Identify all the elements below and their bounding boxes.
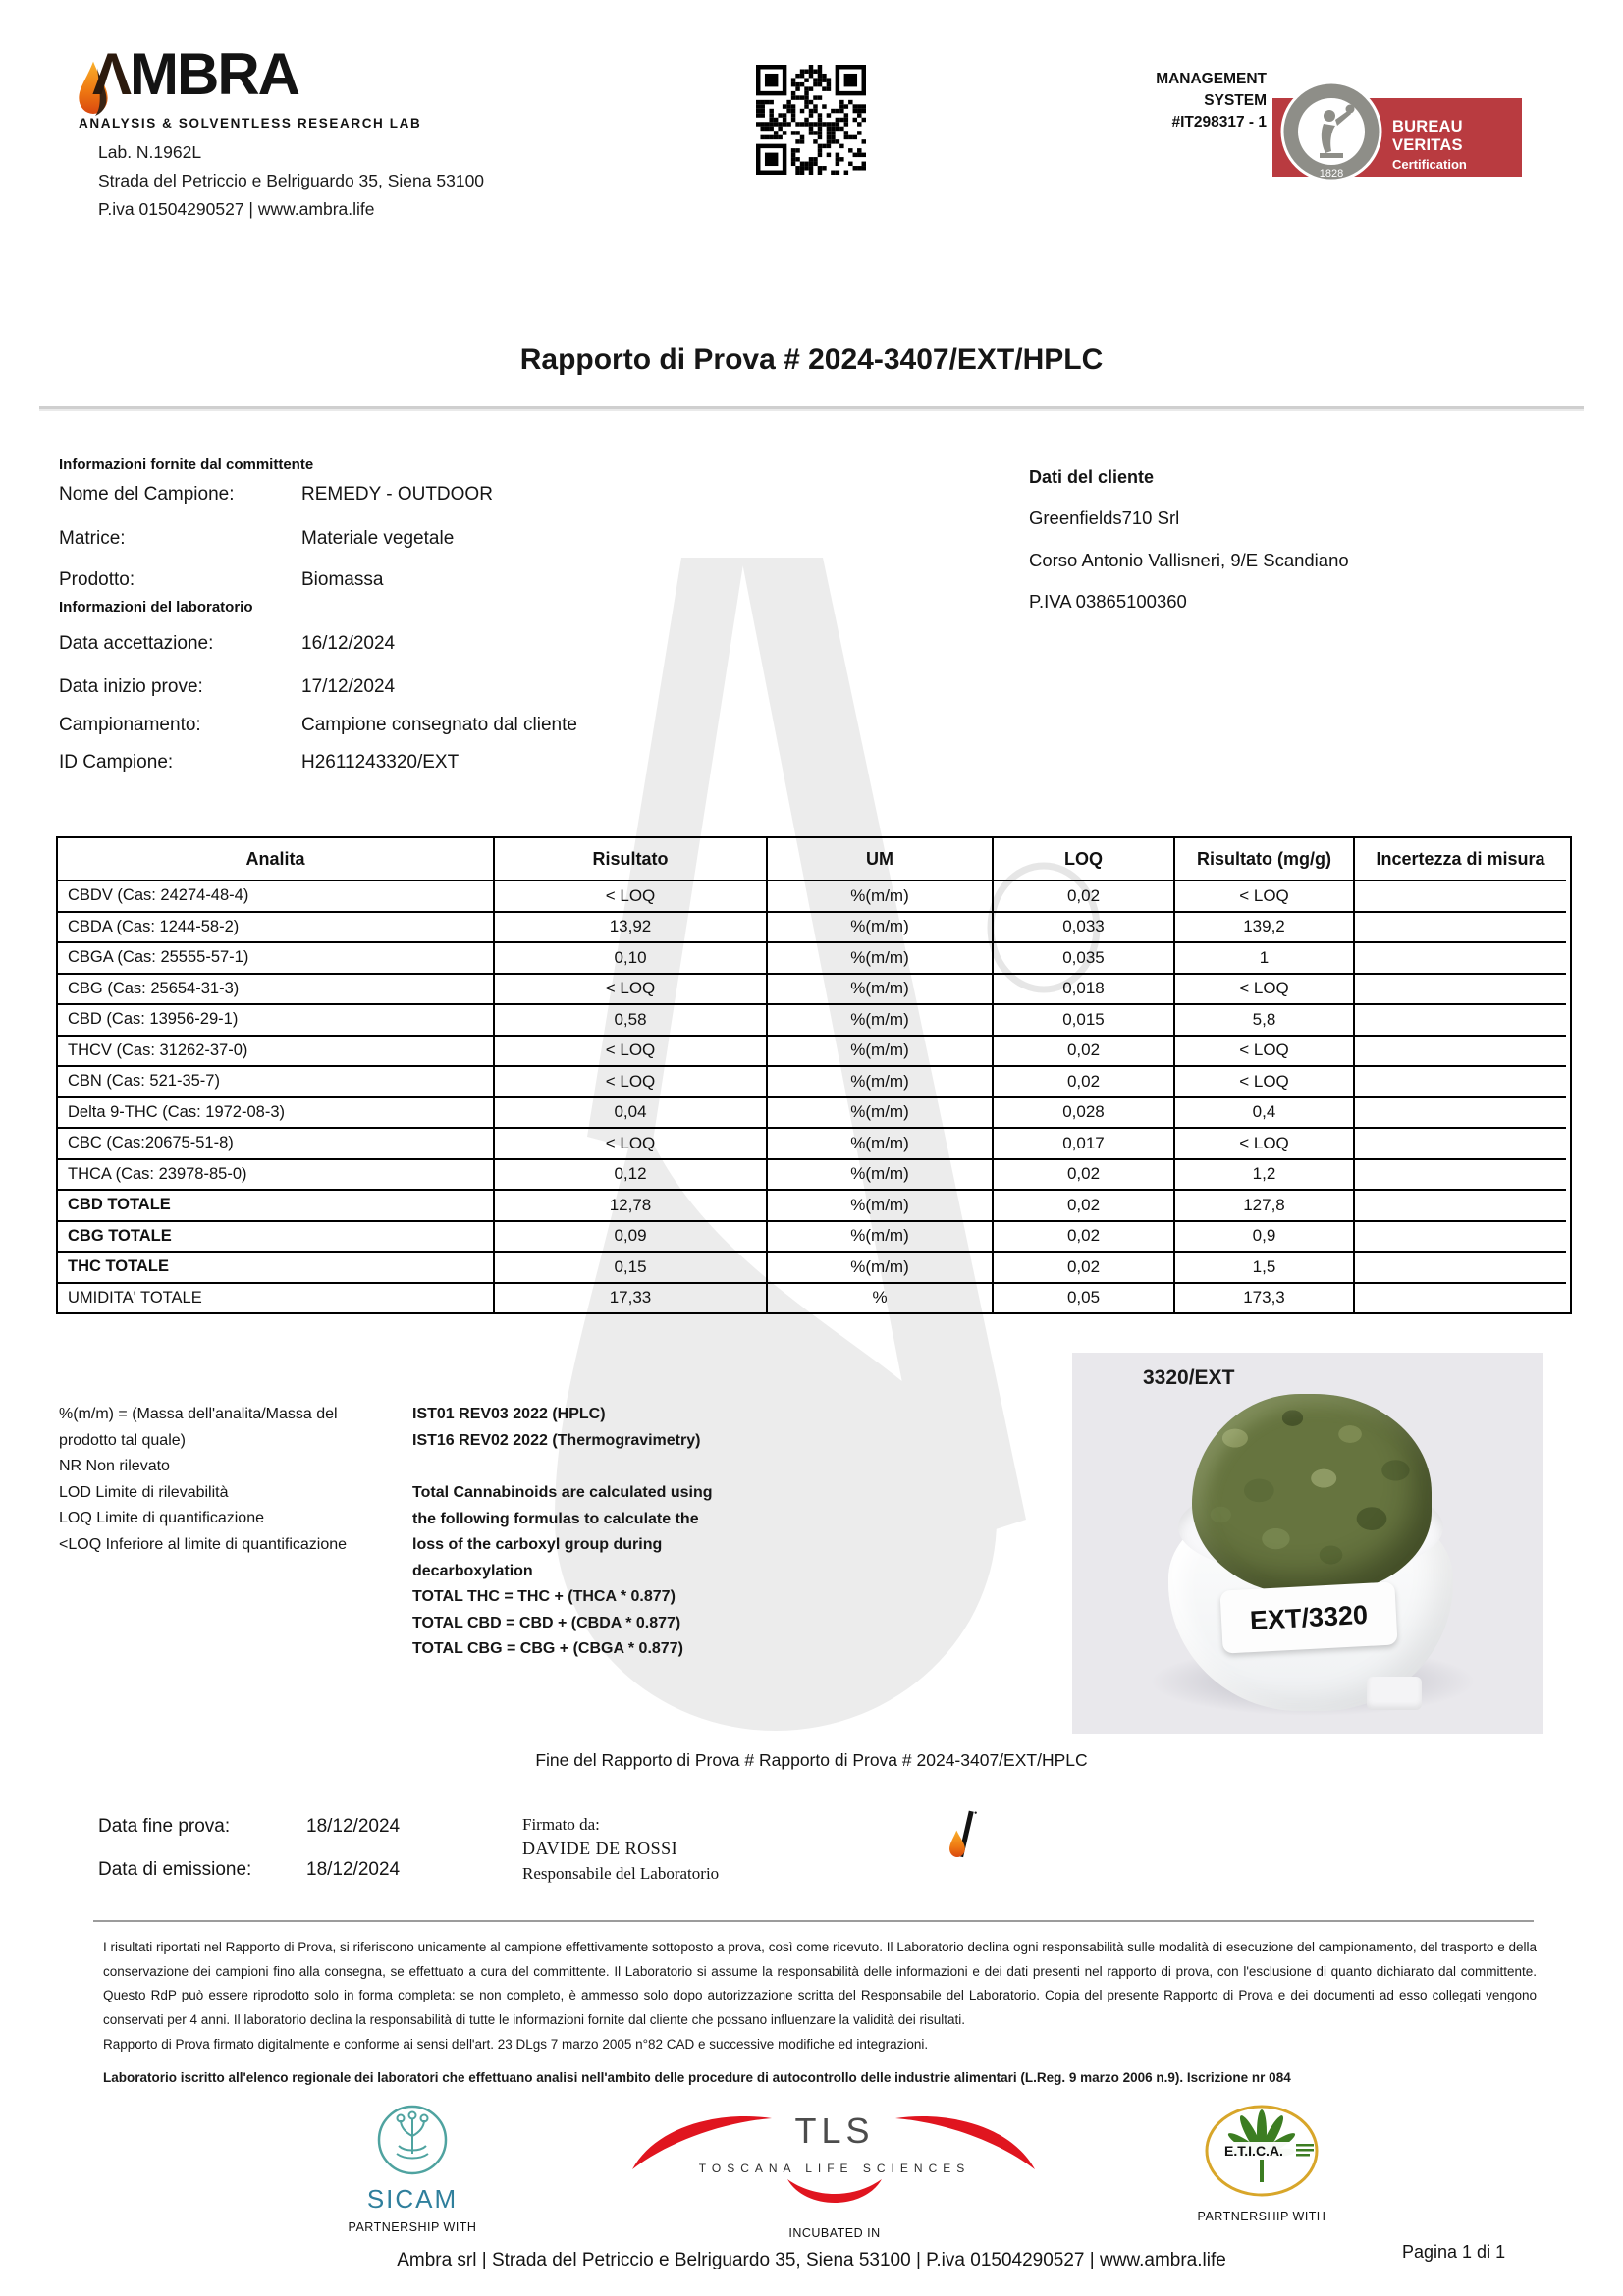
field-value: 16/12/2024 [301,633,396,654]
list-item: TOTAL THC = THC + (THCA * 0.877) [412,1588,676,1605]
management-system-label [1055,69,1267,133]
table-row [58,1096,1570,1128]
cell-risultato: 17,33 [493,1282,766,1313]
cell-risultato: 12,78 [493,1189,766,1220]
sicam-name: SICAM [366,2184,459,2214]
list-item: NR Non rilevato [59,1458,170,1474]
cell-risultato-mgg: 0,4 [1173,1096,1353,1128]
etica-logo-icon [1201,2103,1323,2199]
client-piva: P.IVA 03865100360 [1029,591,1187,612]
management-line: SYSTEM [1204,92,1267,109]
cell-um: %(m/m) [766,973,992,1004]
field-label: Data di emissione: [98,1859,252,1880]
field-row [59,484,766,506]
column-header-risultato: Risultato [493,838,766,880]
client-address: Corso Antonio Vallisneri, 9/E Scandiano [1029,550,1349,570]
field-label: Data fine prova: [98,1816,231,1837]
disclaimer-paragraph: I risultati riportati nel Rapporto di Prova, si riferiscono unicamente al campione effettivamente sottoposto a prova, così come ricevuto. Il Laboratorio declina ogni responsabilità sulle modalità di esecuzione del campionamento, del trasporto e della conservazione dei campioni fino alla consegna, se effettuato a cura del committente. Il Laboratorio si assume la responsabilità delle informazioni e dei dati presenti nel rapporto di prova, con l'esclusione di quanto dichiarato dal committente. Questo RdP può essere riprodotto solo in forma completa: se non completo, è ammesso solo dopo autorizzazione scritta del Responsabile del Laboratorio. Copia del presente Rapporto di Prova e dei documenti ad esso collegati vengono conservati per 4 anni. Il laboratorio declina la responsabilità di tutte le informazioni fornite dal cliente che possano influenzare la validità dei risultati. [103,1940,1537,2027]
partner-tls [628,2103,1041,2240]
etica-name: E.T.I.C.A. [1224,2143,1283,2159]
field-value: Materiale vegetale [301,528,455,549]
logo-subtitle: ANALYSIS & SOLVENTLESS RESEARCH LAB [79,116,422,131]
cell-analita: CBD TOTALE [58,1189,493,1220]
cell-analita: CBD (Cas: 13956-29-1) [58,1003,493,1035]
tls-tagline: TOSCANA LIFE SCIENCES [698,2162,971,2175]
end-of-report-line: Fine del Rapporto di Prova # Rapporto di Prova # 2024-3407/EXT/HPLC [535,1750,1088,1770]
results-table [56,836,1572,1314]
logo-lambda: Λ [92,41,131,107]
title-divider [39,406,1584,409]
sample-photo-label: 3320/EXT [1143,1366,1235,1389]
column-header-mgg: Risultato (mg/g) [1173,838,1353,880]
cell-risultato-mgg: < LOQ [1173,973,1353,1004]
jar-id-tag: EXT/3320 [1219,1581,1397,1653]
cell-risultato-mgg: 0,9 [1173,1220,1353,1252]
table-row [58,911,1570,942]
cell-analita: THC TOTALE [58,1251,493,1282]
cell-incertezza [1353,1282,1566,1313]
legend-notes [59,1402,391,1558]
cell-loq: 0,028 [992,1096,1173,1128]
field-label: Data accettazione: [59,633,214,654]
table-row [58,1189,1570,1220]
cell-loq: 0,02 [992,1189,1173,1220]
list-item: IST01 REV03 2022 (HPLC) [412,1406,606,1422]
cell-analita: CBG (Cas: 25654-31-3) [58,973,493,1004]
field-row [59,569,766,591]
cell-loq: 0,02 [992,1251,1173,1282]
table-row [58,1158,1570,1190]
cell-um: %(m/m) [766,911,992,942]
cell-risultato: 0,10 [493,941,766,973]
cell-incertezza [1353,1127,1566,1158]
cell-incertezza [1353,1158,1566,1190]
ambra-logo [71,41,365,116]
cell-risultato: < LOQ [493,1127,766,1158]
cell-um: %(m/m) [766,1220,992,1252]
qr-code [756,65,866,175]
cell-risultato-mgg: 173,3 [1173,1282,1353,1313]
field-label: Campionamento: [59,715,201,735]
field-label: ID Campione: [59,752,174,773]
cell-loq: 0,02 [992,1220,1173,1252]
cell-risultato: 0,58 [493,1003,766,1035]
bureau-veritas-year: 1828 [1319,168,1344,180]
field-label: Nome del Campione: [59,484,235,505]
signer-role: Responsabile del Laboratorio [522,1864,720,1883]
cell-analita: CBDV (Cas: 24274-48-4) [58,880,493,911]
tls-name: TLS [794,2110,875,2151]
tls-caption: INCUBATED IN [788,2226,881,2240]
table-header-row [58,838,1570,880]
bureau-veritas-name: BUREAU VERITAS [1392,118,1463,154]
cell-loq: 0,035 [992,941,1173,973]
disclaimer-paragraph: Rapporto di Prova firmato digitalmente e conforme ai sensi dell'art. 23 DLgs 7 marzo 2005 n°82 CAD e successive modifiche ed integrazioni. [103,2037,929,2052]
table-row [58,880,1570,911]
cell-risultato-mgg: 1 [1173,941,1353,973]
logo-wordmark [92,39,298,110]
cell-risultato: < LOQ [493,1065,766,1096]
column-header-loq: LOQ [992,838,1173,880]
cell-um: %(m/m) [766,1189,992,1220]
cell-risultato: 13,92 [493,911,766,942]
column-header-analita: Analita [245,848,305,869]
cell-um: %(m/m) [766,941,992,973]
cell-incertezza [1353,1003,1566,1035]
sample-photo [1072,1353,1543,1734]
table-row [58,1035,1570,1066]
certificate-number: #IT298317 - 1 [1171,114,1267,131]
tls-swoosh-bottom-icon [785,2177,884,2218]
list-item: <LOQ Inferiore al limite di quantificazione [59,1535,348,1553]
list-item: LOD Limite di rilevabilità [59,1483,229,1501]
cell-risultato: < LOQ [493,880,766,911]
bureau-veritas-subtitle: Certification [1392,157,1467,172]
field-row [59,676,766,698]
lab-number: Lab. N.1962L [98,142,202,162]
cell-loq: 0,018 [992,973,1173,1004]
cell-loq: 0,02 [992,1158,1173,1190]
cell-loq: 0,015 [992,1003,1173,1035]
cell-analita: THCV (Cas: 31262-37-0) [58,1035,493,1066]
cell-incertezza [1353,941,1566,973]
cell-analita: CBN (Cas: 521-35-7) [58,1065,493,1096]
logo-rest: MBRA [130,41,299,107]
cell-incertezza [1353,1096,1566,1128]
bureau-veritas-badge [1272,80,1522,183]
field-value: H2611243320/EXT [301,752,460,773]
list-item: %(m/m) = (Massa dell'analita/Massa del prodotto tal quale) [59,1406,338,1449]
list-item: LOQ Limite di quantificazione [59,1510,264,1526]
field-value: 18/12/2024 [306,1859,401,1880]
management-line: MANAGEMENT [1156,71,1267,87]
lab-address: Strada del Petriccio e Belriguardo 35, Siena 53100 [98,171,485,190]
disclaimer-registration: Laboratorio iscritto all'elenco regionale dei laboratori che effettuano analisi nell'ambito delle procedure di autocontrollo delle industrie alimentari (L.Reg. 9 marzo 2006 n.9). Iscrizione nr 084 [103,2069,1291,2085]
column-header-incertezza: Incertezza di misura [1353,838,1566,880]
cell-loq: 0,02 [992,1065,1173,1096]
client-name: Greenfields710 Srl [1029,507,1180,528]
disclaimer-divider [93,1920,1534,1922]
cell-risultato: 0,12 [493,1158,766,1190]
cell-incertezza [1353,1251,1566,1282]
formula-intro: Total Cannabinoids are calculated using the following formulas to calculate the loss of the carboxyl group during decarboxylation [412,1484,713,1579]
field-value: 17/12/2024 [301,676,396,697]
field-row [59,715,766,736]
biomass-sample [1192,1394,1432,1595]
section-title-committente: Informazioni fornite dal committente [59,456,314,473]
field-row [59,528,766,550]
field-value: REMEDY - OUTDOOR [301,484,493,505]
field-value: Campione consegnato dal cliente [301,715,577,735]
cell-risultato: < LOQ [493,1035,766,1066]
sicam-logo-icon [375,2103,450,2177]
cell-um: %(m/m) [766,1035,992,1066]
cell-um: %(m/m) [766,1096,992,1128]
section-title-laboratorio: Informazioni del laboratorio [59,599,253,615]
etica-caption: PARTNERSHIP WITH [1197,2210,1326,2223]
cell-loq: 0,033 [992,911,1173,942]
signer-name: DAVIDE DE ROSSI [522,1839,678,1858]
methods-notes [412,1402,754,1663]
column-header-um: UM [766,838,992,880]
cell-loq: 0,02 [992,880,1173,911]
cell-risultato-mgg: < LOQ [1173,1127,1353,1158]
cell-analita: CBDA (Cas: 1244-58-2) [58,911,493,942]
signature-flame-icon [945,1809,980,1860]
bureau-veritas-emblem-icon [1280,80,1382,183]
field-label: Prodotto: [59,569,135,590]
cell-analita: UMIDITA' TOTALE [58,1282,493,1313]
cell-risultato: 0,15 [493,1251,766,1282]
field-label: Data inizio prove: [59,676,203,697]
table-row [58,1065,1570,1096]
table-row [58,941,1570,973]
table-row [58,1220,1570,1252]
partner-etica [1173,2103,1350,2223]
jar-tab [1367,1677,1422,1710]
lab-piva-web: P.iva 01504290527 | www.ambra.life [98,199,375,219]
signature-block [522,1812,876,1886]
cell-incertezza [1353,1065,1566,1096]
table-row [58,1127,1570,1158]
cell-risultato-mgg: 5,8 [1173,1003,1353,1035]
report-title: Rapporto di Prova # 2024-3407/EXT/HPLC [519,344,1104,376]
results-table-body [58,880,1570,1312]
cell-incertezza [1353,1220,1566,1252]
table-row [58,973,1570,1004]
cell-incertezza [1353,911,1566,942]
cell-incertezza [1353,1035,1566,1066]
methods-list [412,1402,754,1454]
list-item: IST16 REV02 2022 (Thermogravimetry) [412,1431,701,1449]
cell-um: %(m/m) [766,1003,992,1035]
cell-risultato-mgg: < LOQ [1173,1035,1353,1066]
cell-risultato-mgg: < LOQ [1173,1065,1353,1096]
sicam-caption: PARTNERSHIP WITH [348,2220,477,2234]
formulas-list [412,1584,754,1663]
footer-address: Ambra srl | Strada del Petriccio e Belriguardo 35, Siena 53100 | P.iva 01504290527 | www.ambra.life [397,2250,1226,2270]
cell-risultato: 0,09 [493,1220,766,1252]
cell-analita: Delta 9-THC (Cas: 1972-08-3) [58,1096,493,1128]
lab-contact-block [98,138,484,224]
cell-um: %(m/m) [766,1251,992,1282]
cell-analita: THCA (Cas: 23978-85-0) [58,1158,493,1190]
field-label: Matrice: [59,528,126,549]
cell-risultato-mgg: 127,8 [1173,1189,1353,1220]
cell-analita: CBGA (Cas: 25555-57-1) [58,941,493,973]
cell-risultato-mgg: 139,2 [1173,911,1353,942]
disclaimer [103,1936,1537,2090]
cell-analita: CBC (Cas:20675-51-8) [58,1127,493,1158]
list-item: TOTAL CBG = CBG + (CBGA * 0.877) [412,1640,683,1657]
cell-incertezza [1353,973,1566,1004]
page-number: Pagina 1 di 1 [1402,2242,1506,2262]
cell-loq: 0,017 [992,1127,1173,1158]
cell-risultato: < LOQ [493,973,766,1004]
cell-risultato-mgg: 1,2 [1173,1158,1353,1190]
table-row [58,1003,1570,1035]
cell-loq: 0,05 [992,1282,1173,1313]
cell-um: %(m/m) [766,880,992,911]
section-title-cliente: Dati del cliente [1029,467,1155,487]
cell-risultato: 0,04 [493,1096,766,1128]
cell-um: %(m/m) [766,1127,992,1158]
cell-risultato-mgg: 1,5 [1173,1251,1353,1282]
table-row [58,1282,1570,1313]
field-value: 18/12/2024 [306,1816,401,1837]
cell-incertezza [1353,880,1566,911]
table-row [58,1251,1570,1282]
signed-by-label: Firmato da: [522,1815,600,1834]
cell-um: % [766,1282,992,1313]
cell-analita: CBG TOTALE [58,1220,493,1252]
cell-um: %(m/m) [766,1158,992,1190]
field-row [59,752,766,774]
cell-risultato-mgg: < LOQ [1173,880,1353,911]
partner-sicam [324,2103,501,2234]
cell-loq: 0,02 [992,1035,1173,1066]
cell-incertezza [1353,1189,1566,1220]
field-value: Biomassa [301,569,384,590]
cell-um: %(m/m) [766,1065,992,1096]
list-item: TOTAL CBD = CBD + (CBDA * 0.877) [412,1614,681,1631]
field-row [59,633,766,655]
